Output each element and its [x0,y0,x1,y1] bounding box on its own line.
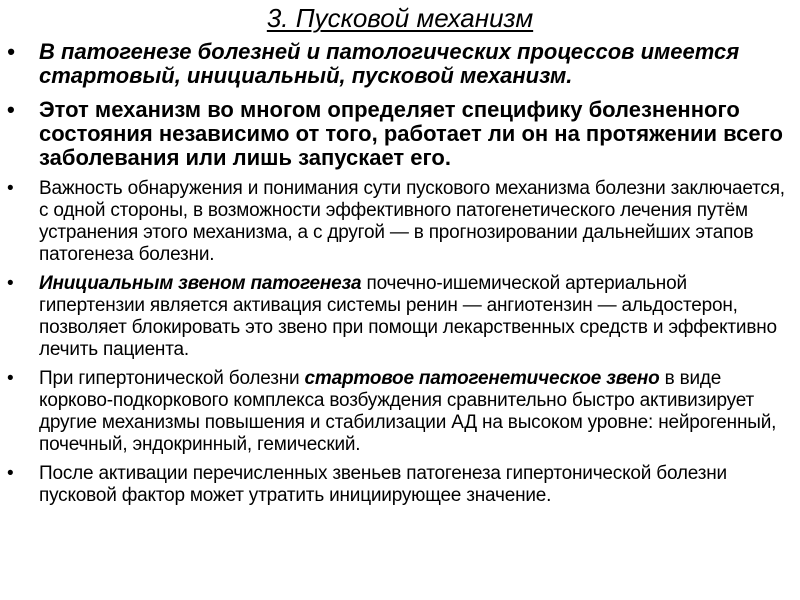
slide-title: 3. Пусковой механизм [266,3,534,33]
bullet-icon: • [7,97,15,122]
bullet-item [0,273,790,361]
bullet-item [0,368,790,456]
bullet-item [0,463,790,507]
bullet-emphasis: стартовое патогенетическое звено [304,368,660,389]
bullet-icon: • [7,178,14,199]
bullet-icon: • [7,273,14,294]
bullet-text: в виде корково-подкоркового комплекса возбуждения сравнительно быстро активизирует другие механизмы повышения и стабилизации АД на высоком уровне: нейрогенный, почечный, эндокринный, гемический. [39,368,777,455]
bullet-text: После активации перечисленных звеньев патогенеза гипертонической болезни пусковой фактор может утратить инициирующее значение. [39,463,727,506]
bullet-icon: • [7,39,15,64]
bullet-item [0,178,790,266]
bullet-emphasis: Инициальным звеном патогенеза [39,273,362,294]
bullet-text: При гипертонической болезни [39,368,305,389]
bullet-item [0,98,790,170]
bullet-text: почечно-ишемической артериальной гипертензии является активация системы ренин — ангиотензин — альдостерон, позволяет блокировать это звено при помощи лекарственных средств и эффективно лечить пациента. [39,273,777,360]
bullet-text: Важность обнаружения и понимания сути пускового механизма болезни заключается, с одной стороны, в возможности эффективного патогенетического лечения путём устранения этого механизма, а с другой — в прогнозировании дальнейших этапов патогенеза болезни. [39,178,785,265]
bullet-icon: • [7,463,14,484]
bullet-list [0,40,790,507]
bullet-text: В патогенезе болезней и патологических процессов имеется стартовый, инициальный, пусковой механизм. [39,39,740,88]
bullet-text: Этот механизм во многом определяет специфику болезненного состояния независимо от того, работает ли он на протяжении всего заболевания или лишь запускает его. [39,97,783,170]
bullet-icon: • [7,368,14,389]
bullet-item [0,40,790,88]
